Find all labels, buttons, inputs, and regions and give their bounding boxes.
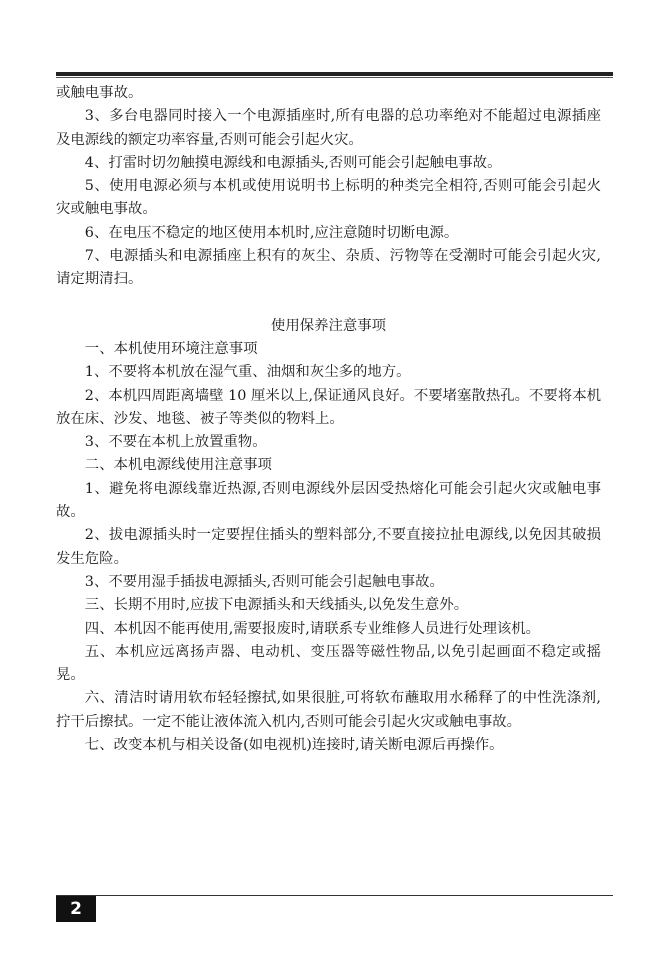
safety-item-7: 7、电源插头和电源插座上积有的灰尘、杂质、污物等在受潮时可能会引起火灾,请定期清扫。 bbox=[56, 248, 601, 288]
footer-rule bbox=[56, 895, 613, 896]
power-cord-item-3: 3、不要用湿手插拔电源插头,否则可能会引起触电事故。 bbox=[84, 573, 444, 590]
subsection-magnetic: 五、本机应远离扬声器、电动机、变压器等磁性物品,以免引起画面不稳定或摇晃。 bbox=[56, 643, 601, 684]
header-rule-thin bbox=[56, 77, 613, 78]
subsection-disposal: 四、本机因不能再使用,需要报废时,请联系专业维修人员进行处理该机。 bbox=[84, 620, 541, 637]
environment-item-1: 1、不要将本机放在湿气重、油烟和灰尘多的地方。 bbox=[84, 364, 411, 381]
subsection-heading-power-cord: 二、本机电源线使用注意事项 bbox=[84, 457, 272, 474]
environment-item-3: 3、不要在本机上放置重物。 bbox=[84, 434, 267, 451]
section-title: 使用保养注意事项 bbox=[270, 317, 387, 334]
environment-item-2: 2、本机四周距离墙壁 10 厘米以上,保证通风良好。不要堵塞散热孔。不要将本机放在床、沙发、地毯、被子等类似的物料上。 bbox=[56, 387, 601, 427]
subsection-long-unused: 三、长期不用时,应拔下电源插头和天线插头,以免发生意外。 bbox=[84, 597, 469, 614]
power-cord-item-1: 1、避免将电源线靠近热源,否则电源线外层因受热熔化可能会引起火灾或触电事故。 bbox=[56, 480, 601, 521]
safety-item-4: 4、打雷时切勿触摸电源线和电源插头,否则可能会引起触电事故。 bbox=[84, 154, 502, 171]
continued-paragraph: 或触电事故。 bbox=[56, 85, 143, 101]
page-body bbox=[56, 82, 601, 757]
subsection-cleaning: 六、清洁时请用软布轻轻擦拭,如果很脏,可将软布蘸取用水稀释了的中性洗涤剂,拧干后擦拭。一定不能让液体流入机内,否则可能会引起火灾或触电事故。 bbox=[56, 690, 601, 730]
safety-item-5: 5、使用电源必须与本机或使用说明书上标明的种类完全相符,否则可能会引起火灾或触电事故。 bbox=[56, 178, 601, 218]
safety-item-3: 3、多台电器同时接入一个电源插座时,所有电器的总功率绝对不能超过电源插座及电源线的额定功率容量,否则可能会引起火灾。 bbox=[56, 108, 601, 148]
page-number: 2 bbox=[56, 896, 96, 922]
power-cord-item-2: 2、拔电源插头时一定要捏住插头的塑料部分,不要直接拉扯电源线,以免因其破损发生危险。 bbox=[56, 527, 601, 567]
subsection-connection: 七、改变本机与相关设备(如电视机)连接时,请关断电源后再操作。 bbox=[84, 737, 504, 754]
subsection-heading-environment: 一、本机使用环境注意事项 bbox=[84, 340, 258, 357]
safety-item-6: 6、在电压不稳定的地区使用本机时,应注意随时切断电源。 bbox=[84, 224, 459, 241]
header-rule-thick bbox=[56, 72, 613, 76]
